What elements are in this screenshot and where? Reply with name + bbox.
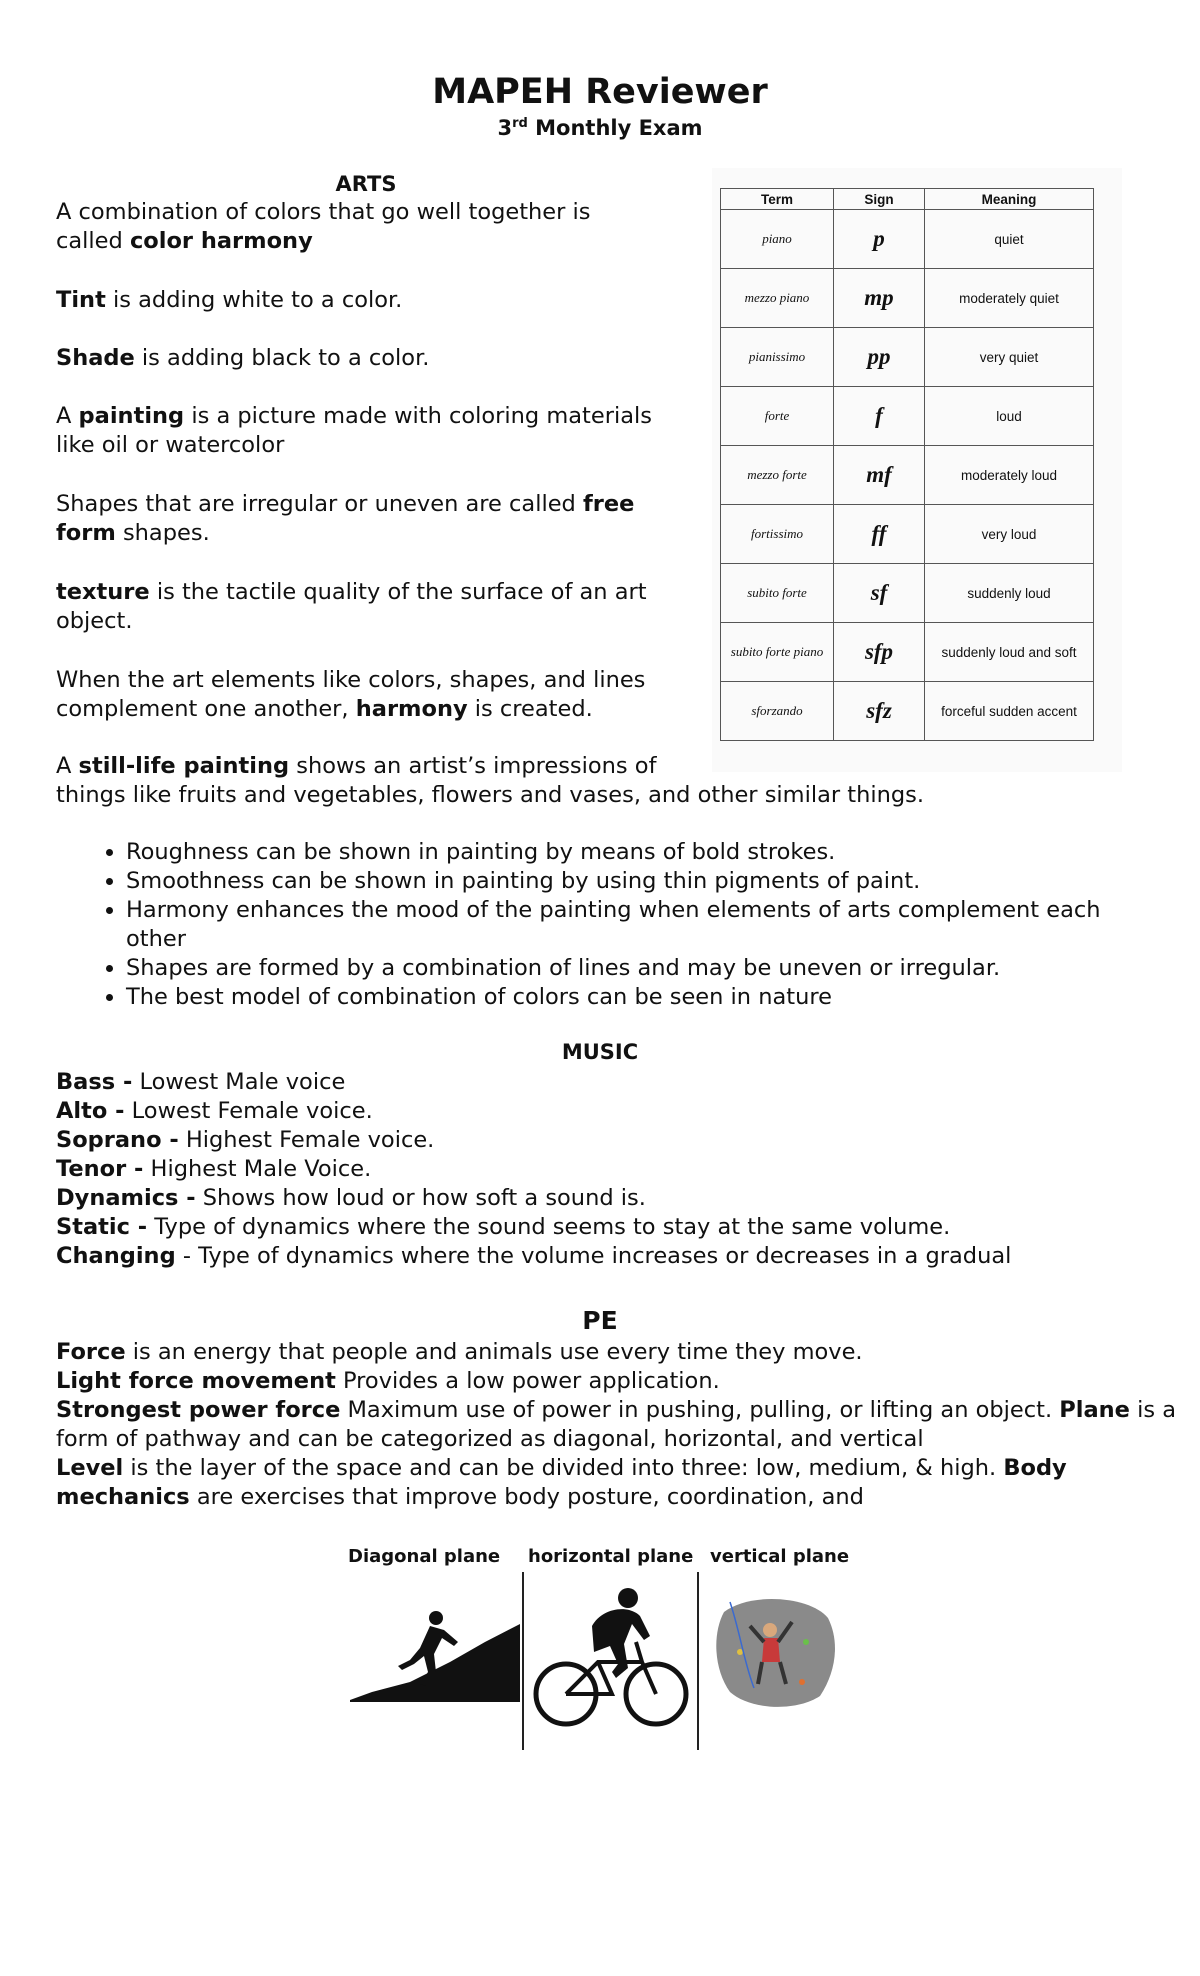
arts-paragraph-painting bbox=[56, 402, 652, 460]
table-header-row bbox=[721, 189, 1094, 210]
music-text: Shows how loud or how soft a sound is. bbox=[195, 1185, 646, 1211]
dynamic-sign: f bbox=[834, 387, 925, 446]
column-header-term: Term bbox=[721, 189, 834, 210]
arts-term: Shade bbox=[56, 345, 135, 371]
music-text: Lowest Female voice. bbox=[124, 1098, 373, 1124]
page-subtitle bbox=[0, 116, 1200, 140]
table-row bbox=[721, 623, 1094, 682]
pe-line bbox=[56, 1396, 1177, 1425]
list-item: • Harmony enhances the mood of the painting when elements of arts complement each other bbox=[126, 896, 1156, 954]
music-term: Dynamics - bbox=[56, 1185, 196, 1211]
column-header-sign: Sign bbox=[834, 189, 925, 210]
table-row bbox=[721, 564, 1094, 623]
arts-term: color harmony bbox=[129, 228, 313, 254]
diagonal-plane-label: Diagonal plane bbox=[348, 1546, 501, 1567]
pe-term: mechanics bbox=[56, 1484, 190, 1510]
music-definitions bbox=[56, 1068, 1156, 1271]
arts-text: like oil or watercolor bbox=[56, 432, 285, 458]
music-definition bbox=[56, 1242, 1156, 1271]
dynamic-term: subito forte piano bbox=[721, 623, 834, 682]
arts-text: is the tactile quality of the surface of an art bbox=[149, 579, 647, 605]
column-header-meaning: Meaning bbox=[925, 189, 1094, 210]
pe-text: Provides a low power application. bbox=[335, 1368, 720, 1394]
music-term: Tenor - bbox=[56, 1156, 144, 1182]
dynamic-term: mezzo piano bbox=[721, 269, 834, 328]
arts-text: object. bbox=[56, 608, 133, 634]
arts-text: complement one another, bbox=[56, 696, 356, 722]
pe-line bbox=[56, 1483, 1156, 1512]
arts-text: is a picture made with coloring materials bbox=[184, 403, 652, 429]
dynamic-meaning: suddenly loud bbox=[925, 564, 1094, 623]
pe-term: Body bbox=[1003, 1455, 1067, 1481]
dynamic-sign: mp bbox=[834, 269, 925, 328]
dynamics-table-figure bbox=[712, 168, 1122, 772]
dynamic-meaning: very quiet bbox=[925, 328, 1094, 387]
dynamic-term: mezzo forte bbox=[721, 446, 834, 505]
vertical-plane-label: vertical plane bbox=[710, 1546, 850, 1567]
dynamic-term: piano bbox=[721, 210, 834, 269]
cyclist-icon bbox=[532, 1582, 692, 1732]
exam-label: Monthly Exam bbox=[535, 116, 703, 140]
table-row bbox=[721, 269, 1094, 328]
pe-line bbox=[56, 1425, 1156, 1454]
pe-term: Level bbox=[56, 1455, 124, 1481]
music-term: Alto - bbox=[56, 1098, 125, 1124]
music-definition bbox=[56, 1184, 1156, 1213]
table-row bbox=[721, 505, 1094, 564]
pe-definitions bbox=[56, 1338, 1177, 1512]
arts-paragraph-shade bbox=[56, 344, 429, 373]
dynamic-sign: sfp bbox=[834, 623, 925, 682]
arts-term: free bbox=[582, 491, 635, 517]
arts-text: Shapes that are irregular or uneven are called bbox=[56, 491, 583, 517]
table-row bbox=[721, 682, 1094, 741]
running-uphill-icon bbox=[350, 1602, 520, 1702]
arts-text: is adding black to a color. bbox=[134, 345, 430, 371]
arts-paragraph-tint bbox=[56, 286, 402, 315]
page-title: MAPEH Reviewer bbox=[432, 72, 768, 112]
table-row bbox=[721, 446, 1094, 505]
dynamic-meaning: moderately loud bbox=[925, 446, 1094, 505]
table-row bbox=[721, 328, 1094, 387]
dynamic-sign: sfz bbox=[834, 682, 925, 741]
music-term: Soprano - bbox=[56, 1127, 179, 1153]
table-row bbox=[721, 387, 1094, 446]
pe-term: Strongest power force bbox=[56, 1397, 341, 1423]
dynamic-sign: ff bbox=[834, 505, 925, 564]
pe-text: is an energy that people and animals use every time they move. bbox=[125, 1339, 863, 1365]
planes-figure bbox=[340, 1546, 860, 1746]
dynamic-term: sforzando bbox=[721, 682, 834, 741]
music-term: Changing bbox=[56, 1243, 176, 1269]
music-heading: MUSIC bbox=[561, 1040, 639, 1064]
arts-paragraph-color-harmony bbox=[56, 198, 591, 256]
arts-text: things like fruits and vegetables, flowers and vases, and other similar things. bbox=[56, 782, 925, 808]
dynamic-sign: pp bbox=[834, 328, 925, 387]
pe-term: Light force movement bbox=[56, 1368, 336, 1394]
dynamic-sign: p bbox=[834, 210, 925, 269]
dynamic-meaning: moderately quiet bbox=[925, 269, 1094, 328]
dynamic-term: subito forte bbox=[721, 564, 834, 623]
music-term: Bass - bbox=[56, 1069, 133, 1095]
music-text: Highest Male Voice. bbox=[143, 1156, 372, 1182]
list-item: • Shapes are formed by a combination of lines and may be uneven or irregular. bbox=[126, 954, 1156, 983]
pe-line bbox=[56, 1367, 1156, 1396]
dynamic-meaning: very loud bbox=[925, 505, 1094, 564]
pe-text: form of pathway and can be categorized as diagonal, horizontal, and vertical bbox=[56, 1426, 924, 1452]
arts-term: form bbox=[56, 520, 116, 546]
arts-text: A bbox=[56, 753, 79, 779]
arts-term: texture bbox=[56, 579, 150, 605]
pe-line bbox=[56, 1338, 1156, 1367]
list-item: • Smoothness can be shown in painting by using thin pigments of paint. bbox=[126, 867, 1156, 896]
pe-line bbox=[56, 1454, 1156, 1483]
music-text: - Type of dynamics where the volume increases or decreases in a gradual bbox=[175, 1243, 1012, 1269]
arts-text: shows an artist’s impressions of bbox=[289, 753, 657, 779]
arts-text: shapes. bbox=[115, 520, 210, 546]
climbing-wall-icon bbox=[710, 1592, 840, 1712]
arts-term: Tint bbox=[56, 287, 106, 313]
music-definition bbox=[56, 1126, 1156, 1155]
music-definition bbox=[56, 1097, 1156, 1126]
music-text: Highest Female voice. bbox=[178, 1127, 435, 1153]
pe-text: is the layer of the space and can be divided into three: low, medium, & high. bbox=[123, 1455, 1004, 1481]
arts-text: A bbox=[56, 403, 79, 429]
arts-paragraph-texture bbox=[56, 578, 647, 636]
divider bbox=[522, 1572, 524, 1750]
dynamic-meaning: quiet bbox=[925, 210, 1094, 269]
pe-text: are exercises that improve body posture, coordination, and bbox=[189, 1484, 864, 1510]
pe-term: Force bbox=[56, 1339, 126, 1365]
divider bbox=[697, 1572, 699, 1750]
dynamic-sign: sf bbox=[834, 564, 925, 623]
dynamic-term: forte bbox=[721, 387, 834, 446]
arts-text: When the art elements like colors, shapes, and lines bbox=[56, 667, 646, 693]
arts-paragraph-free-form bbox=[56, 490, 634, 548]
pe-text: Maximum use of power in pushing, pulling, or lifting an object. bbox=[340, 1397, 1060, 1423]
music-text: Lowest Male voice bbox=[132, 1069, 346, 1095]
arts-heading: ARTS bbox=[335, 172, 397, 196]
exam-number: 3 bbox=[497, 116, 513, 140]
dynamic-meaning: forceful sudden accent bbox=[925, 682, 1094, 741]
dynamic-term: fortissimo bbox=[721, 505, 834, 564]
music-definition bbox=[56, 1155, 1156, 1184]
arts-text: A combination of colors that go well together is bbox=[56, 199, 591, 225]
dynamic-meaning: suddenly loud and soft bbox=[925, 623, 1094, 682]
music-definition bbox=[56, 1213, 1156, 1242]
music-definition bbox=[56, 1068, 1156, 1097]
exam-ordinal: rd bbox=[512, 116, 528, 131]
music-term: Static - bbox=[56, 1214, 148, 1240]
pe-term: Plane bbox=[1059, 1397, 1130, 1423]
dynamic-sign: mf bbox=[834, 446, 925, 505]
list-item: • The best model of combination of colors can be seen in nature bbox=[126, 983, 1156, 1012]
arts-term: harmony bbox=[355, 696, 468, 722]
list-item: • Roughness can be shown in painting by means of bold strokes. bbox=[126, 838, 1156, 867]
music-text: Type of dynamics where the sound seems to stay at the same volume. bbox=[147, 1214, 951, 1240]
dynamic-term: pianissimo bbox=[721, 328, 834, 387]
arts-bullet-list bbox=[56, 838, 1156, 1012]
dynamic-meaning: loud bbox=[925, 387, 1094, 446]
arts-paragraph-harmony bbox=[56, 666, 645, 724]
arts-text: is adding white to a color. bbox=[105, 287, 403, 313]
pe-heading: PE bbox=[582, 1306, 618, 1335]
arts-term: painting bbox=[78, 403, 185, 429]
dynamics-table bbox=[720, 188, 1094, 741]
arts-text: is created. bbox=[467, 696, 593, 722]
arts-text: called bbox=[56, 228, 130, 254]
arts-term: still-life painting bbox=[78, 753, 290, 779]
table-row bbox=[721, 210, 1094, 269]
horizontal-plane-label: horizontal plane bbox=[528, 1546, 694, 1567]
pe-text: is a bbox=[1129, 1397, 1177, 1423]
